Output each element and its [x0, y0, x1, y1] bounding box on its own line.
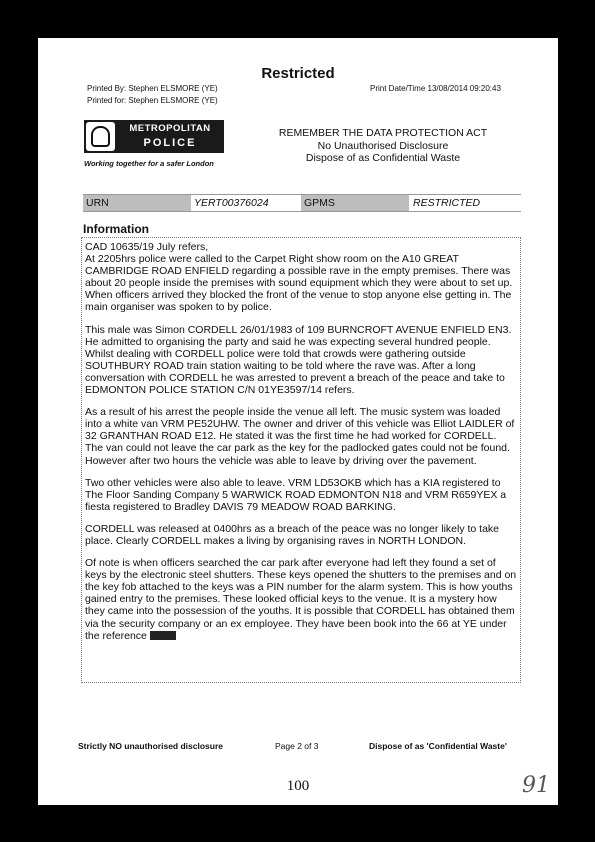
- information-paragraph: This male was Simon CORDELL 26/01/1983 of 109 BURNCROFT AVENUE ENFIELD EN3. He admitted to organising the party and said he was expecting several hundred people. Whilst dealing with CORDELL police were told that crowds were gathering outside SOUTHBURY ROAD train station waiting to be told where the rave was. After a long conversation with CORDELL he was arrested to prevent a breach of the peace and take to EDMONTON POLICE STATION C/N 01YE3597/14 refers.: [85, 323, 512, 397]
- record-header-row: [83, 194, 521, 212]
- information-heading: Information: [83, 222, 149, 236]
- information-paragraph: CAD 10635/19 July refers, At 2205hrs police were called to the Carpet Right show room on the A10 GREAT CAMBRIDGE ROAD ENFIELD regarding a possible rave in the empty premises. There was about 20 people inside the premises with sound equipment which they were about to set up. When officers arrived they blocked the front of the venue to stop anyone else getting in. The main organiser was spoken to by police.: [85, 241, 513, 314]
- metropolitan-police-logo: [84, 120, 224, 153]
- information-text: Of note is when officers searched the car park after everyone had left they found a set of keys by the electronic steel shutters. These keys opened the shutters to the premises and on the key fob attached to the keys was a PIN number for the alarm system. This is how youths gained entry to the premises. These looked official keys to the venue. It is a mystery how they came into the possession of the youths. It is possible that CORDELL has obtained them via the security company or an ex employee. They have been book into the 66 at YE under the reference: [85, 557, 517, 642]
- logo-line-2: POLICE: [143, 137, 197, 149]
- urn-value: YERT00376024: [194, 197, 269, 209]
- footer-page: Page 2 of 3: [275, 741, 319, 751]
- document-page: [38, 38, 558, 805]
- gpms-value: RESTRICTED: [413, 197, 481, 209]
- redaction-mark: [150, 631, 176, 640]
- police-crest-icon: [86, 122, 115, 151]
- footer-disclosure: Strictly NO unauthorised disclosure: [78, 741, 224, 751]
- logo-line-1: METROPOLITAN: [129, 123, 211, 134]
- printed-by: Printed By: Stephen ELSMORE (YE): [87, 84, 218, 93]
- information-paragraph-last: [85, 557, 517, 642]
- footer-dispose: Dispose of as 'Confidential Waste': [369, 741, 507, 751]
- information-paragraph: CORDELL was released at 0400hrs as a breach of the peace was no longer likely to take place. Clearly CORDELL makes a living by organising raves in NORTH LONDON.: [85, 522, 500, 547]
- print-datetime: Print Date/Time 13/08/2014 09:20:43: [370, 84, 501, 93]
- gpms-label: GPMS: [301, 195, 409, 211]
- notice-line-2: No Unauthorised Disclosure: [317, 140, 449, 152]
- printed-for: Printed for: Stephen ELSMORE (YE): [87, 96, 218, 105]
- logo-tagline: Working together for a safer London: [84, 159, 214, 168]
- handwritten-number: 91: [522, 773, 550, 798]
- notice-line-1: REMEMBER THE DATA PROTECTION ACT: [278, 127, 488, 139]
- page-title: Restricted: [261, 65, 335, 82]
- page-number: 100: [286, 778, 310, 794]
- information-paragraph: As a result of his arrest the people inside the venue all left. The music system was loaded into a white van VRM PE52UHW. The owner and driver of this vehicle was Elliot LAIDLER of 32 GRANTHAN ROAD E12. He stated it was the first time he had worked for CORDELL. The van could not leave the car park as the key for the padlocked gates could not be found. However after two hours the vehicle was able to leave by driving over the pavement.: [85, 406, 515, 467]
- notice-line-3: Dispose of as Confidential Waste: [305, 152, 461, 164]
- information-paragraph: Two other vehicles were also able to leave. VRM LD53OKB which has a KIA registered to The Floor Sanding Company 5 WARWICK ROAD EDMONTON N18 and VRM R659YEX a fiesta registered to Bradley DAVIS 79 MEADOW ROAD BARKING.: [85, 476, 507, 513]
- urn-label: URN: [83, 195, 191, 211]
- information-body: [85, 241, 517, 652]
